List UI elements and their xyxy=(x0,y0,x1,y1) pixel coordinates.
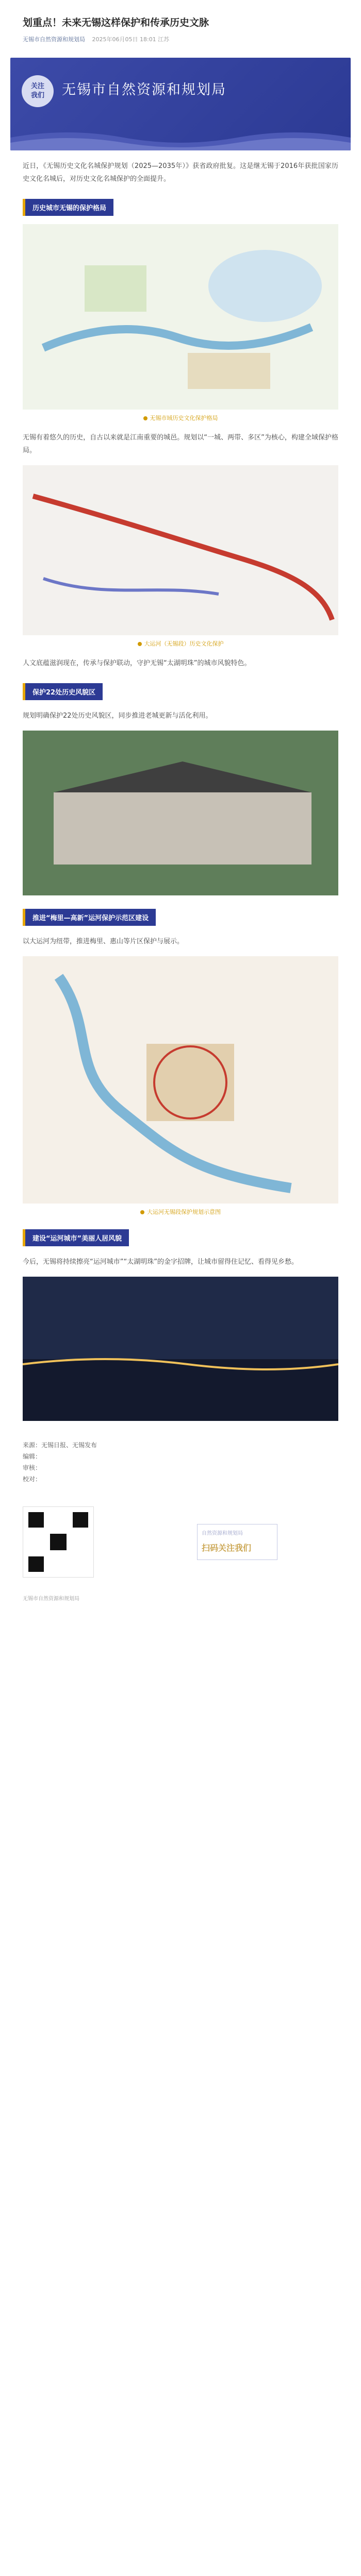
source-line: 来源：无锡日报、无锡发布 xyxy=(23,1442,97,1449)
banner-title: 无锡市自然资源和规划局 xyxy=(62,82,226,98)
photo-illustration xyxy=(23,731,338,895)
section-3-text: 规划明确保护22处历史风貌区，同步推进老城更新与活化利用。 xyxy=(23,712,212,720)
follow-bottom-text: 扫码关注我们 xyxy=(202,1543,252,1553)
night-river-photo xyxy=(23,1277,338,1421)
caption-dot-icon xyxy=(140,1210,144,1214)
caption-dot-icon xyxy=(138,642,142,646)
follow-card[interactable] xyxy=(197,1524,277,1560)
canal-map-image xyxy=(23,465,338,635)
section-heading-3: 推进“梅里—高新”运河保护示范区建设 xyxy=(23,909,156,926)
header-banner xyxy=(10,58,351,150)
demonstration-area-map xyxy=(23,956,338,1204)
caption-2: 大运河（无锡段）历史文化保护 xyxy=(23,639,338,648)
caption-1: 无锡市域历史文化保护格局 xyxy=(23,414,338,422)
qr-row xyxy=(23,1506,338,1578)
review-line: 审核： xyxy=(23,1464,42,1471)
section-2-text: 人文底蕴滋润现在，传承与保护联动，守护无锡“太湖明珠”的城市风貌特色。 xyxy=(23,659,251,667)
follow-top-text: 自然资源和规划局 xyxy=(202,1531,243,1536)
section-heading-4: 建设“运河城市”美丽人居风貌 xyxy=(23,1229,129,1246)
sign-block xyxy=(23,1439,338,1485)
demo-map-illustration xyxy=(23,956,338,1204)
section-5-text: 今后，无锡将持续擦亮“运河城市”“太湖明珠”的金字招牌，让城市留得住记忆、看得见乡愁。 xyxy=(23,1258,298,1266)
qr-code[interactable] xyxy=(23,1506,94,1578)
article-meta xyxy=(23,35,338,43)
section-heading-1: 历史城市无锡的保护格局 xyxy=(23,199,113,216)
intro-paragraph: 近日，《无锡历史文化名城保护规划（2025—2035年）》获省政府批复。这是继无锡于2016年获批国家历史文化名城后，对历史文化名城保护的全面提升。 xyxy=(23,162,338,183)
section-4-text: 以大运河为纽带，推进梅里、惠山等片区保护与展示。 xyxy=(23,938,184,945)
night-photo-illustration xyxy=(23,1277,338,1421)
map-illustration xyxy=(23,224,338,410)
follow-us-seal: 关注 我们 xyxy=(22,75,54,107)
section-heading-2: 保护22处历史风貌区 xyxy=(23,683,103,700)
footer-account: 无锡市自然资源和规划局 xyxy=(23,1596,79,1602)
qr-pattern xyxy=(23,1507,93,1577)
protection-map-image xyxy=(23,224,338,410)
publish-date: 2025年06月05日 18:01 江苏 xyxy=(92,36,170,43)
banner-wave-decoration xyxy=(10,122,351,150)
account-link[interactable]: 无锡市自然资源和规划局 xyxy=(23,36,85,43)
article-title: 划重点！未来无锡这样保护和传承历史文脉 xyxy=(23,17,209,28)
editor-line: 编辑： xyxy=(23,1453,42,1460)
caption-dot-icon xyxy=(143,416,147,420)
section-1-text: 无锡有着悠久的历史，自古以来就是江南重要的城邑。规划以“一城、两带、多区”为核心，构建全域保护格局。 xyxy=(23,434,338,454)
check-line: 校对： xyxy=(23,1476,42,1483)
caption-3: 大运河无锡段保护规划示意图 xyxy=(23,1208,338,1216)
canal-illustration xyxy=(23,465,338,635)
old-town-photo xyxy=(23,731,338,895)
